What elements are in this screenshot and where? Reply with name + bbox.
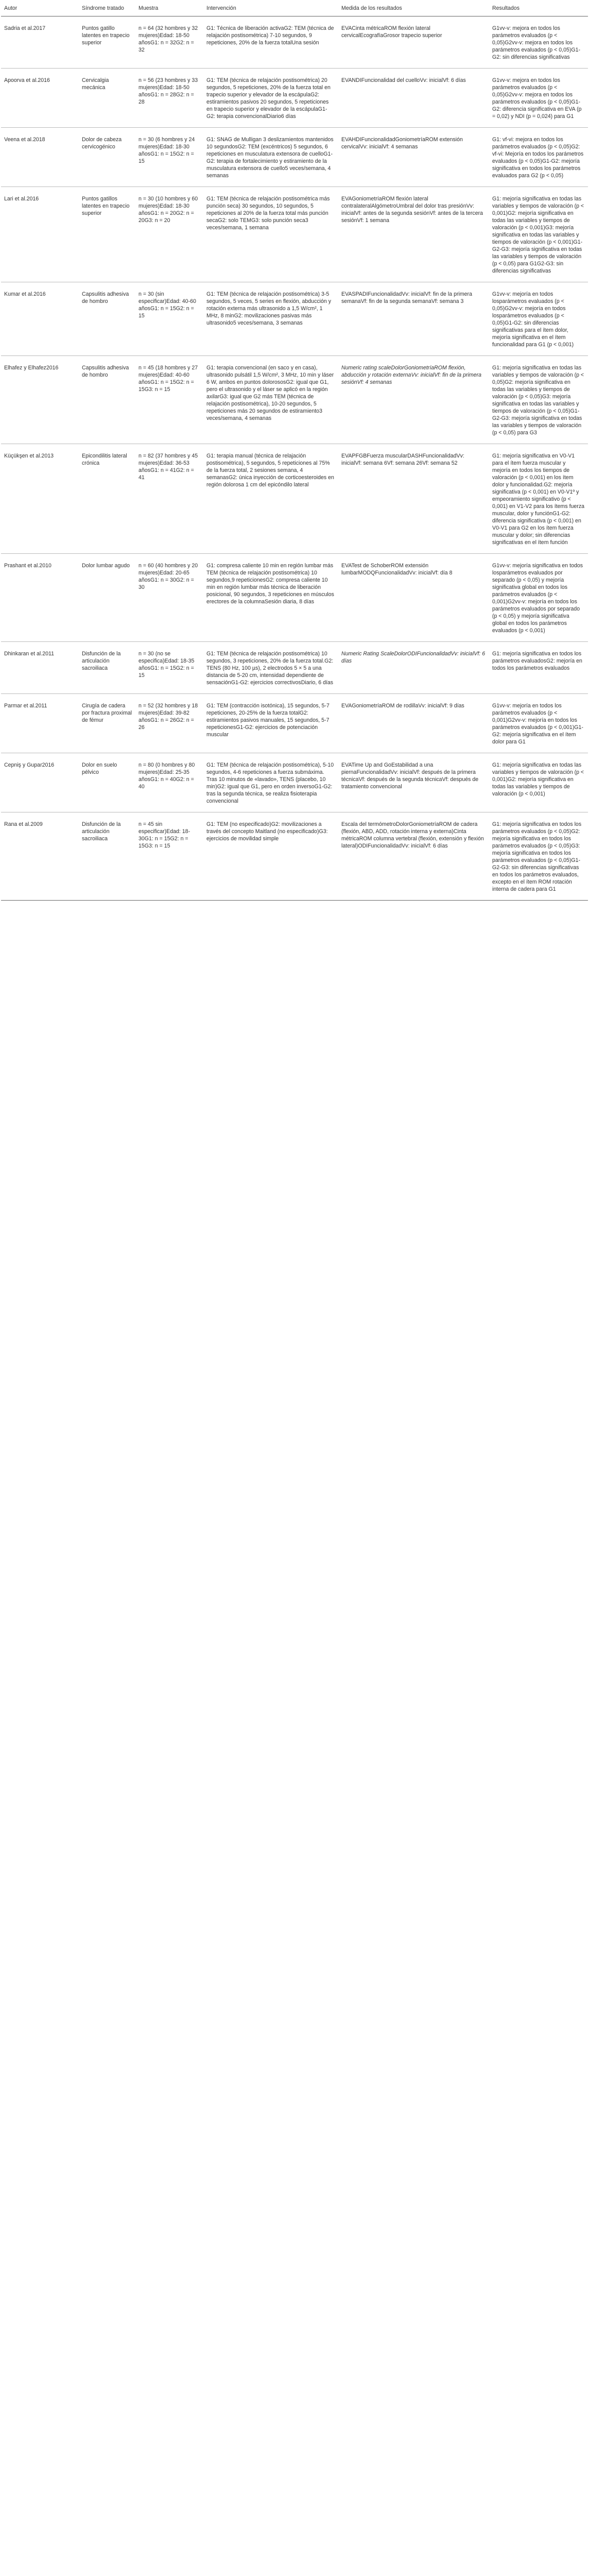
- cell-resultados: G1vv-v: mejoría en todos los parámetros evaluados (p < 0,001)G2vv-v: mejoría en todos los parámetros evaluados (p < 0,001)G1-G2: mejoría significativa en el ítem dolor para G1: [489, 694, 588, 753]
- header-row: [1, 0, 588, 16]
- cell-autor: Rana et al.2009: [1, 812, 79, 901]
- cell-medida: EVAPFGBFuerza muscularDASHFuncionalidadVv: inicialVf: semana 6Vf: semana 26Vf: semana 52: [338, 444, 489, 554]
- cell-medida: EVATest de SchoberROM extensión lumbarMODQFuncionalidadVv: inicialVf: día 8: [338, 554, 489, 642]
- cell-autor: Küçükşen et al.2013: [1, 444, 79, 554]
- cell-intervencion: G1: terapia manual (técnica de relajación postisométrica), 5 segundos, 5 repeticiones al 75% de la fuerza total, 2 sesiones semana, 4 semanasG2: única inyección de corticoesteroides en región dolorosa 1 cm del epicóndilo lateral: [203, 444, 338, 554]
- cell-resultados: G1: mejoría significativa en todos los parámetros evaluadosG2: mejoría en todos los parámetros evaluados: [489, 642, 588, 694]
- cell-sindrome: Disfunción de la articulación sacroiliaca: [79, 812, 135, 901]
- cell-intervencion: G1: TEM (no especificado)G2: movilizaciones a través del concepto Maitland (no especificado)G3: ejercicios de movilidad simple: [203, 812, 338, 901]
- cell-autor: Apoorva et al.2016: [1, 69, 79, 128]
- cell-autor: Elhafez y Elhafez2016: [1, 356, 79, 444]
- table-row: [1, 554, 588, 642]
- cell-autor: Veena et al.2018: [1, 128, 79, 187]
- cell-resultados: G1: mejoría significativa en todas las variables y tiempos de valoración (p < 0,001)G2: mejoría significativa en todas las variables y tiempos de valoración (p < 0,001): [489, 753, 588, 812]
- cell-autor: Lari et al.2016: [1, 187, 79, 282]
- cell-autor: Sadria et al.2017: [1, 16, 79, 69]
- header-medida: Medida de los resultados: [338, 0, 489, 16]
- table-row: [1, 356, 588, 444]
- cell-sindrome: Capsulitis adhesiva de hombro: [79, 356, 135, 444]
- cell-autor: Parmar et al.2011: [1, 694, 79, 753]
- header-resultados: Resultados: [489, 0, 588, 16]
- cell-resultados: G1vv-v: mejora en todos los parámetros evaluados (p < 0,05)G2vv-v: mejora en todos los parámetros evaluados (p < 0,05)G1-G2: diferencia significativa en EVA (p = 0,02) y NDI (p = 0,024) para G1: [489, 69, 588, 128]
- cell-resultados: G1: mejoría significativa en todas las variables y tiempos de valoración (p < 0,05)G2: mejoría significativa en todas las variables y tiempos de valoración (p < 0,05)G3: mejoría significativa en todas las variables y tiempos de valoración (p < 0,05)G1-G2-G3: mejoría significativa en todas las variables y tiempos de valoración (p < 0,05) para G3: [489, 356, 588, 444]
- cell-resultados: G1vv-v: mejoría significativa en todos losparámetros evaluados por separado (p < 0,05) y mejoría significativa global en todos los parámetros evaluados (p < 0,001)G2vv-v: mejoría en todos los parámetros evaluados por separado (p < 0,05) y mejoría significativa global en todos los parámetros evaluados (p < 0,001): [489, 554, 588, 642]
- header-muestra: Muestra: [135, 0, 203, 16]
- cell-intervencion: G1: TEM (contracción isotónica), 15 segundos, 5-7 repeticiones, 20-25% de la fuerza totalG2: estiramientos pasivos manuales, 15 segundos, 5-7 repeticionesG1-G2: ejercicios de potenciación muscular: [203, 694, 338, 753]
- cell-intervencion: G1: SNAG de Mulligan 3 deslizamientos mantenidos 10 segundosG2: TEM (excéntricos) 5 segundos, 6 repeticiones en musculatura extensora de cuelloG1-G2: terapia de fortalecimiento y estiramiento de la musculatura extensora de cuello5 veces/semana, 4 semanas: [203, 128, 338, 187]
- table-body: [1, 16, 588, 901]
- header-intervencion: Intervención: [203, 0, 338, 16]
- cell-sindrome: Dolor en suelo pélvico: [79, 753, 135, 812]
- table-row: [1, 694, 588, 753]
- cell-resultados: G1: vf-vi: mejora en todos los parámetros evaluados (p < 0,05)G2: vf-vi: Mejoría en todos los parámetros evaluados (p < 0,05)G1-G2: mejoría significativa en todos los parámetros evaluados para G2 (p < 0,05): [489, 128, 588, 187]
- cell-muestra: n = 30 (no se especifica)Edad: 18-35 añosG1: n = 15G2: n = 15: [135, 642, 203, 694]
- cell-sindrome: Dolor lumbar agudo: [79, 554, 135, 642]
- cell-intervencion: G1: TEM (técnica de relajación postisométrica) 3-5 segundos, 5 veces, 5 series en flexión, abducción y rotación externa más ultrasonido a 1,5 W/cm², 1 MHz, 8 minG2: movilizaciones pasivas más ultrasonido5 veces/semana, 3 semanas: [203, 282, 338, 356]
- cell-sindrome: Cirugía de cadera por fractura proximal de fémur: [79, 694, 135, 753]
- cell-intervencion: G1: TEM (técnica de relajación postisométrica), 5-10 segundos, 4-6 repeticiones a fuerza submáxima. Tras 10 minutos de «lavado», TENS (placebo, 10 min)G2: igual que G1, pero en orden inversoG1-G2: tras la segunda técnica, se realiza fisioterapia convencional: [203, 753, 338, 812]
- cell-muestra: n = 45 (18 hombres y 27 mujeres)Edad: 40-60 añosG1: n = 15G2: n = 15G3: n = 15: [135, 356, 203, 444]
- cell-medida: Numeric Rating ScaleDolorODIFuncionalidadVv: inicialVf: 6 días: [338, 642, 489, 694]
- cell-sindrome: Cervicalgia mecánica: [79, 69, 135, 128]
- cell-sindrome: Dolor de cabeza cervicogénico: [79, 128, 135, 187]
- table-row: [1, 16, 588, 69]
- table-row: [1, 69, 588, 128]
- cell-muestra: n = 82 (37 hombres y 45 mujeres)Edad: 36-53 añosG1: n = 41G2: n = 41: [135, 444, 203, 554]
- cell-resultados: G1: mejoría significativa en todas las variables y tiempos de valoración (p < 0,001)G2: mejoría significativa en todas las variables y tiempos de valoración (p < 0,001)G3: mejoría significativa en todas las variables y tiempos de valoración (p < 0,001)G1-G2-G3: mejoría significativa en todas las variables y tiempos de valoración (p < 0,05) para G1G2-G3: sin diferencias significativas: [489, 187, 588, 282]
- cell-intervencion: G1: TEM (técnica de relajación postisométrica) 10 segundos, 3 repeticiones, 20% de la fuerza total.G2: TENS (80 Hz, 100 µs), 2 electrodos 5 × 5 a una distancia de 5-20 cm, intensidad dependiente de sensaciónG1-G2: ejercicios correctivosDiario, 6 días: [203, 642, 338, 694]
- header-autor: Autor: [1, 0, 79, 16]
- cell-sindrome: Disfunción de la articulación sacroiliaca: [79, 642, 135, 694]
- cell-muestra: n = 56 (23 hombres y 33 mujeres)Edad: 18-50 añosG1: n = 28G2: n = 28: [135, 69, 203, 128]
- cell-medida: Numeric rating scaleDolorGoniometríaROM flexión, abducción y rotación externaVv: inicialVf: fin de la primera sesiónVf: 4 semanas: [338, 356, 489, 444]
- table-row: [1, 187, 588, 282]
- cell-intervencion: G1: terapia convencional (en saco y en casa), ultrasonido pulsátil 1,5 W/cm², 3 MHz, 10 min y láser 6 W, ambos en puntos dolorososG2: igual que G1, pero el ultrasonido y el láser se aplicó en la región axilarG3: igual que G2 más TEM (técnica de relajación postisométrica), 10-20 segundos, 5 repeticiones más 20 segundos de estiramiento3 veces/semana, 4 semanas: [203, 356, 338, 444]
- cell-muestra: n = 80 (0 hombres y 80 mujeres)Edad: 25-35 añosG1: n = 40G2: n = 40: [135, 753, 203, 812]
- cell-sindrome: Capsulitis adhesiva de hombro: [79, 282, 135, 356]
- cell-medida: EVACinta métricaROM flexión lateral cervicalEcografíaGrosor trapecio superior: [338, 16, 489, 69]
- cell-medida: EVAGoniometríaROM flexión lateral contralateralAlgómetroUmbral del dolor tras presiónVv: inicialVf: antes de la segunda sesiónVf: antes de la tercera sesiónVf: 1 semana: [338, 187, 489, 282]
- cell-sindrome: Epicondilitis lateral crónica: [79, 444, 135, 554]
- cell-muestra: n = 30 (6 hombres y 24 mujeres)Edad: 18-30 añosG1: n = 15G2: n = 15: [135, 128, 203, 187]
- cell-autor: Cepniş y Gupar2016: [1, 753, 79, 812]
- cell-autor: Kumar et al.2016: [1, 282, 79, 356]
- table-row: [1, 812, 588, 901]
- cell-muestra: n = 64 (32 hombres y 32 mujeres)Edad: 18-50 añosG1: n = 32G2: n = 32: [135, 16, 203, 69]
- cell-autor: Prashant et al.2010: [1, 554, 79, 642]
- cell-medida: EVAGoniometríaROM de rodillaVv: inicialVf: 9 días: [338, 694, 489, 753]
- table-row: [1, 282, 588, 356]
- table-row: [1, 128, 588, 187]
- cell-muestra: n = 30 (sin especificar)Edad: 40-60 añosG1: n = 15G2: n = 15: [135, 282, 203, 356]
- results-table: [1, 0, 588, 901]
- header-sindrome: Síndrome tratado: [79, 0, 135, 16]
- cell-intervencion: G1: TEM (técnica de relajación postisométrica más punción seca) 30 segundos, 10 segundos, 5 repeticiones al 20% de la fuerza total más punción secaG2: solo TEMG3: solo punción seca3 veces/semana, 1 semana: [203, 187, 338, 282]
- cell-intervencion: G1: TEM (técnica de relajación postisométrica) 20 segundos, 5 repeticiones, 20% de la fuerza total en trapecio superior y elevador de la escápulaG2: estiramientos pasivos 20 segundos, 5 repeticiones en trapecio superior y elevador de la escápulaG1-G2: terapia convencionalDiario6 días: [203, 69, 338, 128]
- table-row: [1, 642, 588, 694]
- cell-muestra: n = 60 (40 hombres y 20 mujeres)Edad: 20-65 añosG1: n = 30G2: n = 30: [135, 554, 203, 642]
- table-row: [1, 753, 588, 812]
- cell-medida: EVAHDIFuncionalidadGoniometríaROM extensión cervicalVv: inicialVf: 4 semanas: [338, 128, 489, 187]
- cell-sindrome: Puntos gatillos latentes en trapecio superior: [79, 187, 135, 282]
- cell-resultados: G1vv-v: mejora en todos los parámetros evaluados (p < 0,05)G2vv-v: mejora en todos los parámetros evaluados (p < 0,05)G1-G2: sin diferencias significativas: [489, 16, 588, 69]
- cell-autor: Dhinkaran et al.2011: [1, 642, 79, 694]
- table-row: [1, 444, 588, 554]
- cell-muestra: n = 30 (10 hombres y 60 mujeres)Edad: 18-30 añosG1: n = 20G2: n = 20G3: n = 20: [135, 187, 203, 282]
- cell-resultados: G1: mejoría significativa en todos los parámetros evaluados (p < 0,05)G2: mejoría significativa en todos los parámetros evaluados (p < 0,05)G3: mejoría significativa en todos los parámetros evaluados (p < 0,05)G1-G2-G3: sin diferencias significativas en todos los parámetros evaluados, excepto en el ítem ROM rotación interna de cadera para G1: [489, 812, 588, 901]
- cell-medida: EVASPADIFuncionalidadVv: inicialVf: fin de la primera semanaVf: fin de la segunda semanaVf: semana 3: [338, 282, 489, 356]
- cell-resultados: G1: mejoría significativa en V0-V1 para el ítem fuerza muscular y mejoría en todos los tiempos de valoración (p < 0,001) en los ítem dolor y funcionalidad.G2: mejoría significativa (p < 0,001) en V0-V1º y empeoramiento significativo (p < 0,001) en V1-V2 para los ítems fuerza muscular, dolor y funciónG1-G2: diferencia significativa (p < 0,001) en V0-V1 para G2 en los ítem fuerza muscular y dolor; sin diferencias significativas en el ítem función: [489, 444, 588, 554]
- cell-intervencion: G1: compresa caliente 10 min en región lumbar más TEM (técnica de relajación postisométrica) 10 segundos,9 repeticionesG2: compresa caliente 10 min en región lumbar más técnica de liberación posicional, 90 segundos, 3 repeticiones en músculos erectores de la columnaSesión diaria, 8 días: [203, 554, 338, 642]
- table-header: [1, 0, 588, 16]
- cell-medida: EVANDIFuncionalidad del cuelloVv: inicialVf: 6 días: [338, 69, 489, 128]
- cell-sindrome: Puntos gatillo latentes en trapecio superior: [79, 16, 135, 69]
- cell-muestra: n = 45 sin especificar)Edad: 18-30G1: n = 15G2: n = 15G3: n = 15: [135, 812, 203, 901]
- cell-muestra: n = 52 (32 hombres y 18 mujeres)Edad: 39-82 añosG1: n = 26G2: n = 26: [135, 694, 203, 753]
- cell-medida: EVATime Up and GoEstabilidad a una piernaFuncionalidadVv: inicialVf: después de la primera técnicaVf: después de la segunda técnicaVf: después de tratamiento convencional: [338, 753, 489, 812]
- cell-intervencion: G1: Técnica de liberación activaG2: TEM (técnica de relajación postisométrica) 7-10 segundos, 9 repeticiones, 20% de la fuerza totalUna sesión: [203, 16, 338, 69]
- cell-medida: Escala del termómetroDolorGoniometríaROM de cadera (flexión, ABD, ADD, rotación interna y externa)Cinta métricaROM columna vertebral (flexión, extensión y flexión lateral)ODIFuncionalidadVv: inicialVf: 6 días: [338, 812, 489, 901]
- cell-resultados: G1vv-v: mejoría en todos losparámetros evaluados (p < 0,05)G2vv-v: mejoría en todos losparámetros evaluados (p < 0,05)G1-G2: sin diferencias significativas para el ítem dolor, mejoría significativa en el ítem funcionalidad para G1 (p < 0,001): [489, 282, 588, 356]
